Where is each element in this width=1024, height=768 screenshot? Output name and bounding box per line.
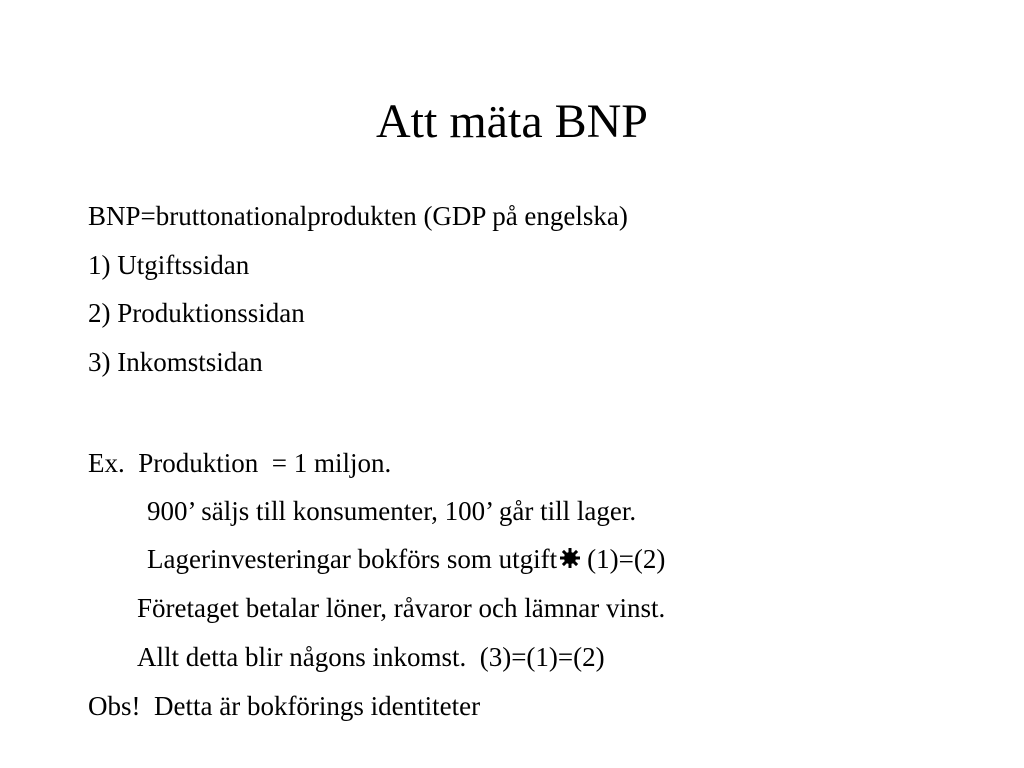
slide-title: Att mäta BNP — [376, 95, 648, 148]
inventory-line — [147, 542, 665, 577]
income-line: Allt detta blir någons inkomst. (3)=(1)=(2) — [137, 642, 605, 672]
list-item-expenditure: 1) Utgiftssidan — [88, 250, 250, 280]
inventory-text: Lagerinvesteringar bokförs som utgift — [147, 544, 558, 574]
list-item-income: 3) Inkomstsidan — [88, 347, 263, 377]
starburst-implies-icon — [559, 543, 581, 577]
equality-text: (1)=(2) — [587, 544, 666, 574]
company-line: Företaget betalar löner, råvaror och lämnar vinst. — [137, 593, 666, 623]
definition-line: BNP=bruttonationalprodukten (GDP på engelska) — [88, 201, 628, 231]
example-line: Ex. Produktion = 1 miljon. — [88, 448, 392, 478]
sold-line: 900’ säljs till konsumenter, 100’ går till lager. — [147, 496, 637, 526]
list-item-production: 2) Produktionssidan — [88, 298, 305, 328]
note-line: Obs! Detta är bokförings identiteter — [88, 691, 481, 721]
